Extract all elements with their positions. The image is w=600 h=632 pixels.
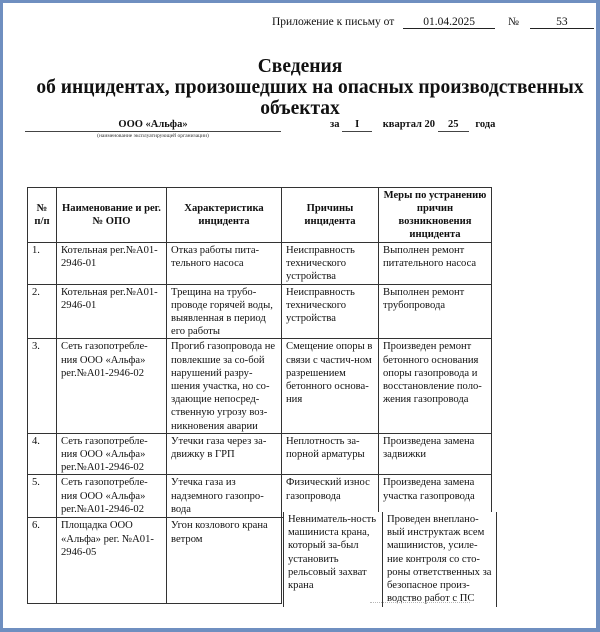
period-prefix: за bbox=[330, 119, 340, 130]
cell-number: 6. bbox=[28, 518, 57, 604]
cell-cause: Невниматель-ность машиниста крана, который за-был установить рельсовый захват крана bbox=[283, 512, 382, 607]
header-description: Характеристика инцидента bbox=[167, 188, 282, 243]
letter-date: 01.04.2025 bbox=[403, 16, 495, 29]
table-row bbox=[28, 284, 492, 339]
cell-measures: Проведен внеплано-вый инструктаж всем машинистов, усиле-ние контроля со сто-роны ответственных за безопасное произ-водство работ с ПС bbox=[382, 512, 497, 607]
period-suffix: года bbox=[475, 119, 496, 130]
cell-cause: Физический износ газопровода bbox=[282, 475, 379, 518]
cell-object: Котельная рег.№А01-2946-01 bbox=[57, 284, 167, 339]
cell-number: 2. bbox=[28, 284, 57, 339]
cell-measures: Произведен ремонт бетонного основания опоры газопровода и восстановление поло-жения газопровода bbox=[379, 339, 492, 433]
cell-description: Трещина на трубо-проводе горячей воды, выявленная в период его работы bbox=[167, 284, 282, 339]
cell-description: Прогиб газопровода не повлекшие за со-бой нарушений разру-шения участка, но со-здающие непосред-ственную угрозу воз-никновения аварии bbox=[167, 339, 282, 433]
number-sign: № bbox=[508, 16, 519, 28]
period-quarter-label: квартал 20 bbox=[382, 119, 436, 130]
cell-description: Отказ работы пита-тельного насоса bbox=[167, 243, 282, 285]
cell-measures: Произведена замена участка газопровода bbox=[379, 475, 492, 518]
letter-reference-label: Приложение к письму от bbox=[272, 16, 395, 28]
letter-number: 53 bbox=[530, 16, 594, 29]
cell-description: Угон козлового крана ветром bbox=[167, 518, 282, 604]
period-year: 25 bbox=[438, 118, 469, 132]
header-number: № п/п bbox=[28, 188, 57, 243]
reporting-period bbox=[330, 118, 495, 132]
document-title: Сведения bbox=[257, 56, 343, 77]
table-row bbox=[28, 243, 492, 285]
cell-object: Сеть газопотребле-ния ООО «Альфа» рег.№А01-2946-02 bbox=[57, 339, 167, 433]
header-measures: Меры по устранению причин возникновения инцидента bbox=[379, 188, 492, 243]
header-cause: Причины инцидента bbox=[282, 188, 379, 243]
table-header-row bbox=[28, 188, 492, 243]
cell-number: 3. bbox=[28, 339, 57, 433]
period-quarter: I bbox=[342, 118, 372, 132]
header-object: Наименование и рег. № ОПО bbox=[57, 188, 167, 243]
organization-caption: (наименование эксплуатирующей организации) bbox=[97, 133, 209, 139]
cell-cause: Неплотность за-порной арматуры bbox=[282, 433, 379, 475]
cell-number: 1. bbox=[28, 243, 57, 285]
last-row-overflow bbox=[283, 512, 498, 607]
cell-cause: Неисправность технического устройства bbox=[282, 284, 379, 339]
cell-cause: Смещение опоры в связи с частич-ном разрешением бетонного основа-ния bbox=[282, 339, 379, 433]
document-subtitle-line2: объектах bbox=[260, 98, 340, 119]
letter-reference bbox=[272, 16, 594, 29]
cell-measures: Выполнен ремонт питательного насоса bbox=[379, 243, 492, 285]
cell-description: Утечка газа из надземного газопро-вода bbox=[167, 475, 282, 518]
cell-cause: Неисправность технического устройства bbox=[282, 243, 379, 285]
document-subtitle-line1: об инцидентах, произошедших на опасных производственных bbox=[36, 77, 584, 98]
cell-number: 5. bbox=[28, 475, 57, 518]
table-row bbox=[28, 433, 492, 475]
cell-description: Утечки газа через за-движку в ГРП bbox=[167, 433, 282, 475]
clipped-text-remnant bbox=[370, 602, 470, 606]
cell-number: 4. bbox=[28, 433, 57, 475]
cell-measures: Произведена замена задвижки bbox=[379, 433, 492, 475]
table-row bbox=[28, 339, 492, 433]
cell-measures: Выполнен ремонт трубопровода bbox=[379, 284, 492, 339]
cell-object: Площадка ООО «Альфа» рег. №А01-2946-05 bbox=[57, 518, 167, 604]
cell-object: Сеть газопотребле-ния ООО «Альфа» рег.№А01-2946-02 bbox=[57, 433, 167, 475]
cell-object: Котельная рег.№А01-2946-01 bbox=[57, 243, 167, 285]
cell-object: Сеть газопотребле-ния ООО «Альфа» рег.№А01-2946-02 bbox=[57, 475, 167, 518]
organization-name: ООО «Альфа» bbox=[25, 118, 281, 132]
